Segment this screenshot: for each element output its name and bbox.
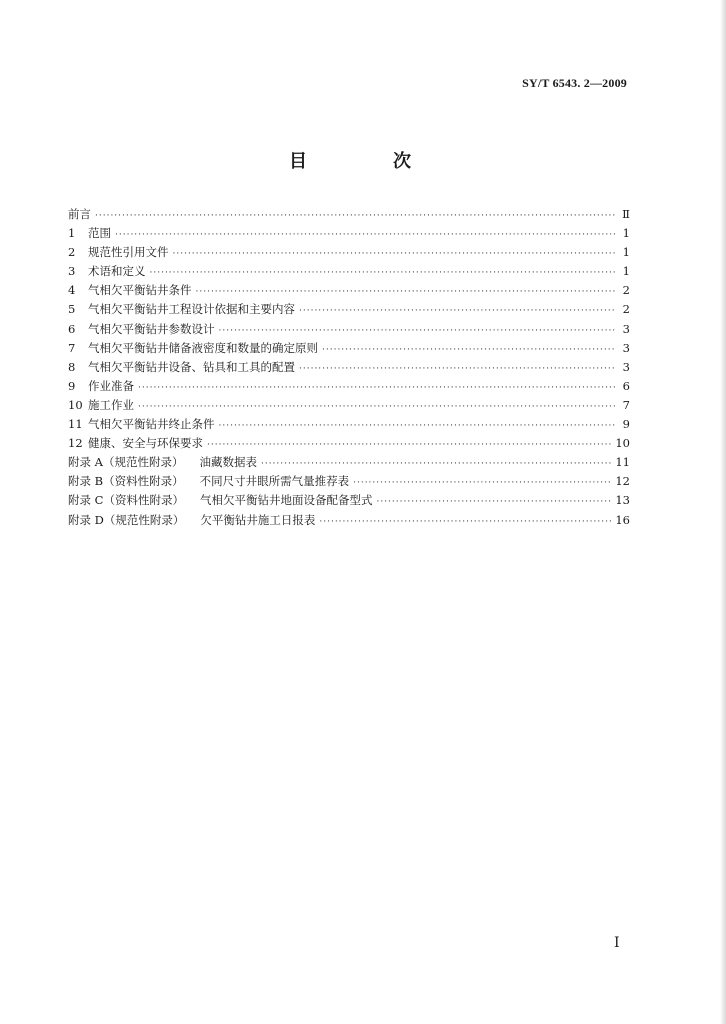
- toc-entry-page: 10: [615, 436, 630, 451]
- toc-entry-page: 2: [622, 302, 630, 317]
- toc-dot-leader: [219, 417, 617, 436]
- toc-annex-label: 不同尺寸井眼所需气量推荐表: [199, 474, 350, 489]
- toc-dot-leader: [353, 474, 611, 493]
- toc-entry[interactable]: [68, 205, 630, 224]
- toc-entry-number: 8: [68, 359, 76, 374]
- toc-dot-leader: [322, 341, 616, 360]
- toc-annex-label: 油藏数据表: [199, 455, 257, 470]
- toc-entry-number: 11: [68, 417, 83, 432]
- toc-dot-leader: [115, 226, 616, 245]
- toc-entry[interactable]: [68, 358, 630, 377]
- toc-entry-label: 气相欠平衡钻井参数设计: [88, 321, 215, 336]
- toc-entry-number: 9: [68, 378, 76, 393]
- toc-entry-page: 3: [622, 340, 630, 355]
- toc-entry-page: 6: [622, 378, 630, 393]
- toc-entry-label: 作业准备: [88, 378, 134, 393]
- toc-annex-page: 16: [615, 512, 630, 527]
- toc-annex-label: 欠平衡钻井施工日报表: [200, 512, 316, 527]
- toc-entry[interactable]: [68, 377, 630, 396]
- toc-entry-page: Ⅱ: [622, 207, 630, 221]
- toc-entry-page: 1: [622, 264, 630, 279]
- toc-entry-label: 规范性引用文件: [88, 245, 169, 260]
- page-number: I: [614, 935, 620, 951]
- toc-entry-label: 施工作业: [88, 397, 134, 412]
- toc-dot-leader: [299, 302, 616, 321]
- toc-annex-entry[interactable]: [68, 491, 630, 510]
- toc-entry-number: 6: [68, 321, 76, 336]
- toc-entry-number: 12: [68, 436, 83, 451]
- toc-dot-leader: [138, 379, 616, 398]
- toc-entry-label: 气相欠平衡钻井条件: [88, 283, 192, 298]
- toc-entry-label: 气相欠平衡钻井储备液密度和数量的确定原则: [88, 340, 318, 355]
- toc-entry-number: 5: [68, 302, 76, 317]
- toc-dot-leader: [207, 436, 611, 455]
- toc-entry[interactable]: [68, 281, 630, 300]
- toc-entry-number: 4: [68, 283, 76, 298]
- toc-annex-page: 11: [615, 455, 630, 470]
- toc-dot-leader: [95, 207, 616, 226]
- toc-entry[interactable]: [68, 320, 630, 339]
- toc-entry-page: 1: [622, 245, 630, 260]
- toc-annex-prefix: 附录 D（规范性附录）: [68, 512, 185, 527]
- toc-annex-entry[interactable]: [68, 453, 630, 472]
- toc-annex-page: 12: [615, 474, 630, 489]
- toc-entry[interactable]: [68, 243, 630, 262]
- toc-entry-page: 7: [622, 397, 630, 412]
- table-of-contents: [68, 205, 630, 530]
- standard-number: SY/T 6543. 2—2009: [522, 76, 627, 90]
- toc-entry-page: 3: [622, 359, 630, 374]
- toc-entry-label: 前言: [68, 207, 91, 221]
- toc-dot-leader: [173, 245, 617, 264]
- toc-annex-entry[interactable]: [68, 511, 630, 530]
- page-edge-shadow: [720, 0, 726, 1024]
- toc-dot-leader: [299, 360, 616, 379]
- toc-dot-leader: [319, 513, 611, 532]
- toc-dot-leader: [150, 264, 617, 283]
- page-title: 目 次: [289, 151, 445, 172]
- toc-entry-number: 10: [68, 397, 83, 412]
- toc-entry-label: 气相欠平衡钻井终止条件: [88, 417, 215, 432]
- toc-annex-label: 气相欠平衡钻井地面设备配备型式: [199, 493, 373, 508]
- toc-annex-prefix: 附录 A（规范性附录）: [68, 455, 184, 470]
- toc-entry-page: 9: [622, 417, 630, 432]
- toc-entry-number: 2: [68, 245, 76, 260]
- toc-entry[interactable]: [68, 300, 630, 319]
- toc-entry-number: 7: [68, 340, 76, 355]
- toc-annex-page: 13: [615, 493, 630, 508]
- toc-entry[interactable]: [68, 396, 630, 415]
- toc-entry-label: 范围: [88, 226, 111, 241]
- toc-entry[interactable]: [68, 224, 630, 243]
- toc-annex-prefix: 附录 B（资料性附录）: [68, 474, 184, 489]
- toc-annex-prefix: 附录 C（资料性附录）: [68, 493, 184, 508]
- toc-entry-page: 2: [622, 283, 630, 298]
- toc-entry[interactable]: [68, 339, 630, 358]
- toc-entry-label: 气相欠平衡钻井设备、钻具和工具的配置: [88, 359, 295, 374]
- toc-entry-label: 健康、安全与环保要求: [88, 436, 203, 451]
- toc-entry-label: 气相欠平衡钻井工程设计依据和主要内容: [88, 302, 295, 317]
- toc-annex-entry[interactable]: [68, 472, 630, 491]
- toc-entry-page: 3: [622, 321, 630, 336]
- toc-entry[interactable]: [68, 262, 630, 281]
- toc-entry-number: 3: [68, 264, 76, 279]
- toc-entry-label: 术语和定义: [88, 264, 146, 279]
- toc-entry-page: 1: [622, 226, 630, 241]
- toc-entry[interactable]: [68, 415, 630, 434]
- toc-entry-number: 1: [68, 226, 76, 241]
- toc-dot-leader: [376, 493, 611, 512]
- toc-entry[interactable]: [68, 434, 630, 453]
